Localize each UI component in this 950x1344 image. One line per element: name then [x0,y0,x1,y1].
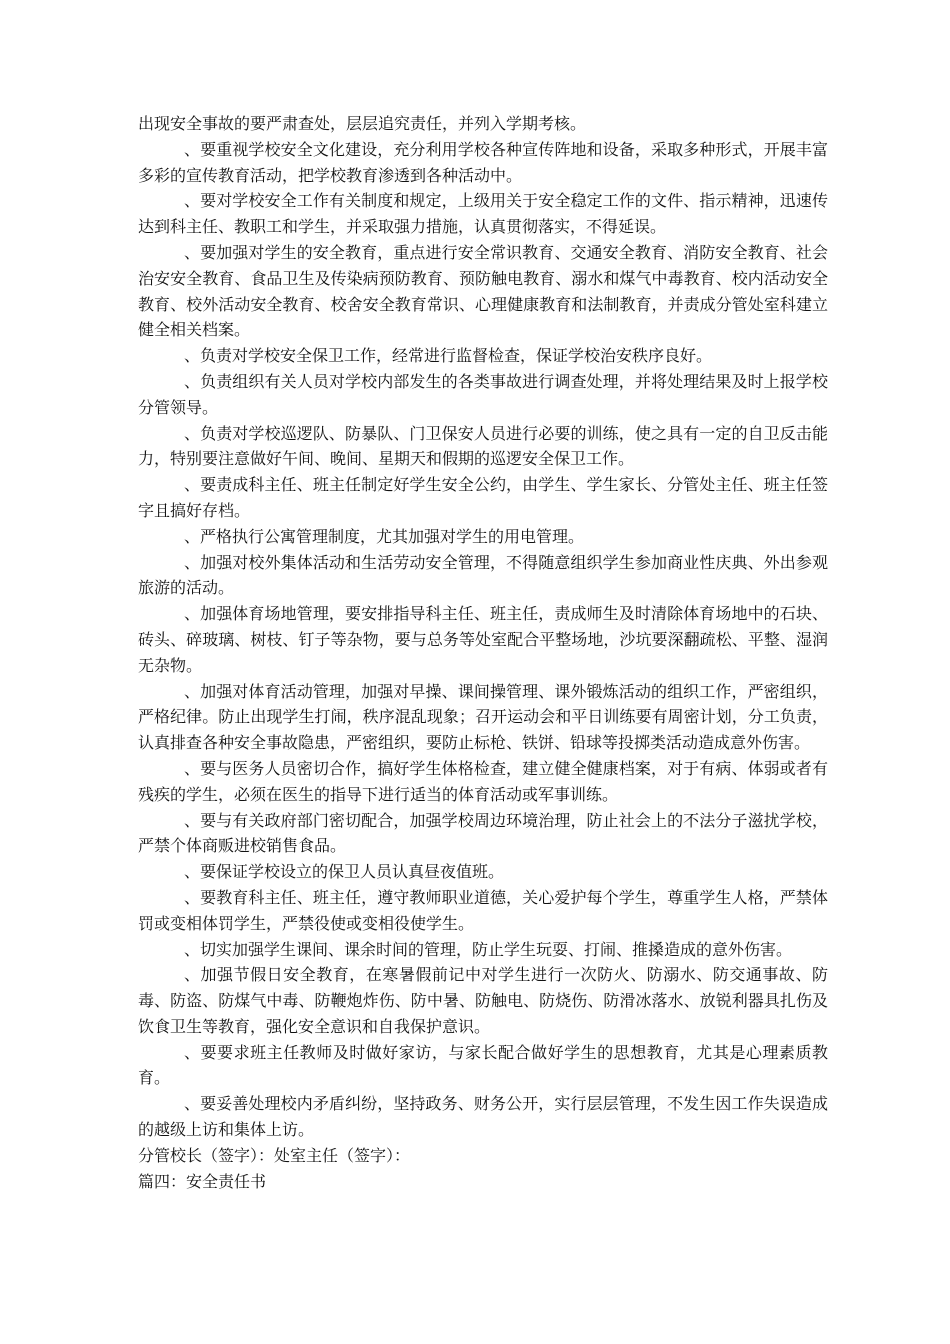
signature-line: 分管校长（签字）：处室主任（签字）： [138,1145,411,1165]
paragraph-14: 、要保证学校设立的保卫人员认真昼夜值班。 [184,862,505,882]
paragraph-7: 、要责成科主任、班主任制定好学生安全公约，由学生、学生家长、分管处主任、班主任签字且搞好存档。 [138,475,828,520]
paragraph-8: 、严格执行公寓管理制度，尤其加强对学生的用电管理。 [184,526,585,546]
paragraph-4: 、负责对学校安全保卫工作，经常进行监督检查，保证学校治安秩序良好。 [184,346,713,366]
paragraph-12: 、要与医务人员密切合作，搞好学生体格检查，建立健全健康档案，对于有病、体弱或者有残疾的学生，必须在医生的指导下进行适当的体育活动或军事训练。 [138,758,828,804]
document-body [138,111,828,1194]
paragraph-3: 、要加强对学生的安全教育，重点进行安全常识教育、交通安全教育、消防安全教育、社会治安安全教育、食品卫生及传染病预防教育、预防触电教育、溺水和煤气中毒教育、校内活动安全教育、校外活动安全教育、校舍安全教育常识、心理健康教育和法制教育，并责成分管处室科建立健全相关档案。 [138,242,828,340]
paragraph-11: 、加强对体育活动管理，加强对早操、课间操管理、课外锻炼活动的组织工作，严密组织，严格纪律。防止出现学生打闹，秩序混乱现象；召开运动会和平日训练要有周密计划，分工负责，认真排查各种安全事故隐患，严密组织，要防止标枪、铁饼、铅球等投掷类活动造成意外伤害。 [138,681,828,753]
paragraph-10: 、加强体育场地管理，要安排指导科主任、班主任，责成师生及时清除体育场地中的石块、砖头、碎玻璃、树枝、钉子等杂物，要与总务等处室配合平整场地，沙坑要深翻疏松、平整、湿润无杂物。 [138,604,828,675]
paragraph-6: 、负责对学校巡逻队、防暴队、门卫保安人员进行必要的训练，使之具有一定的自卫反击能力，特别要注意做好午间、晚间、星期天和假期的巡逻安全保卫工作。 [138,423,828,469]
paragraph-19: 、要妥善处理校内矛盾纠纷，坚持政务、财务公开，实行层层管理，不发生因工作失误造成的越级上访和集体上访。 [138,1094,828,1140]
paragraph-15: 、要教育科主任、班主任，遵守教师职业道德，关心爱护每个学生，尊重学生人格，严禁体罚或变相体罚学生，严禁役使或变相役使学生。 [138,887,828,933]
paragraph-17: 、加强节假日安全教育，在寒暑假前记中对学生进行一次防火、防溺水、防交通事故、防毒、防盗、防煤气中毒、防鞭炮炸伤、防中暑、防触电、防烧伤、防滑冰落水、放锐利器具扎伤及饮食卫生等教育，强化安全意识和自我保护意识。 [138,965,828,1036]
paragraph-0: 出现安全事故的要严肃查处，层层追究责任，并列入学期考核。 [138,114,587,133]
paragraph-2: 、要对学校安全工作有关制度和规定，上级用关于安全稳定工作的文件、指示精神，迅速传达到科主任、教职工和学生，并采取强力措施，认真贯彻落实，不得延误。 [138,191,828,237]
paragraph-13: 、要与有关政府部门密切配合，加强学校周边环境治理，防止社会上的不法分子滋扰学校，严禁个体商贩进校销售食品。 [138,810,828,856]
section-title: 篇四：安全责任书 [138,1171,267,1191]
paragraph-1: 、要重视学校安全文化建设，充分利用学校各种宣传阵地和设备，采取多种形式，开展丰富多彩的宣传教育活动，把学校教育渗透到各种活动中。 [138,139,828,185]
paragraph-9: 、加强对校外集体活动和生活劳动安全管理，不得随意组织学生参加商业性庆典、外出参观旅游的活动。 [138,552,828,598]
paragraph-16: 、切实加强学生课间、课余时间的管理，防止学生玩耍、打闹、推搡造成的意外伤害。 [184,939,793,959]
paragraph-18: 、要要求班主任教师及时做好家访，与家长配合做好学生的思想教育，尤其是心理素质教育。 [138,1042,828,1088]
paragraph-5: 、负责组织有关人员对学校内部发生的各类事故进行调查处理，并将处理结果及时上报学校分管领导。 [138,371,828,417]
